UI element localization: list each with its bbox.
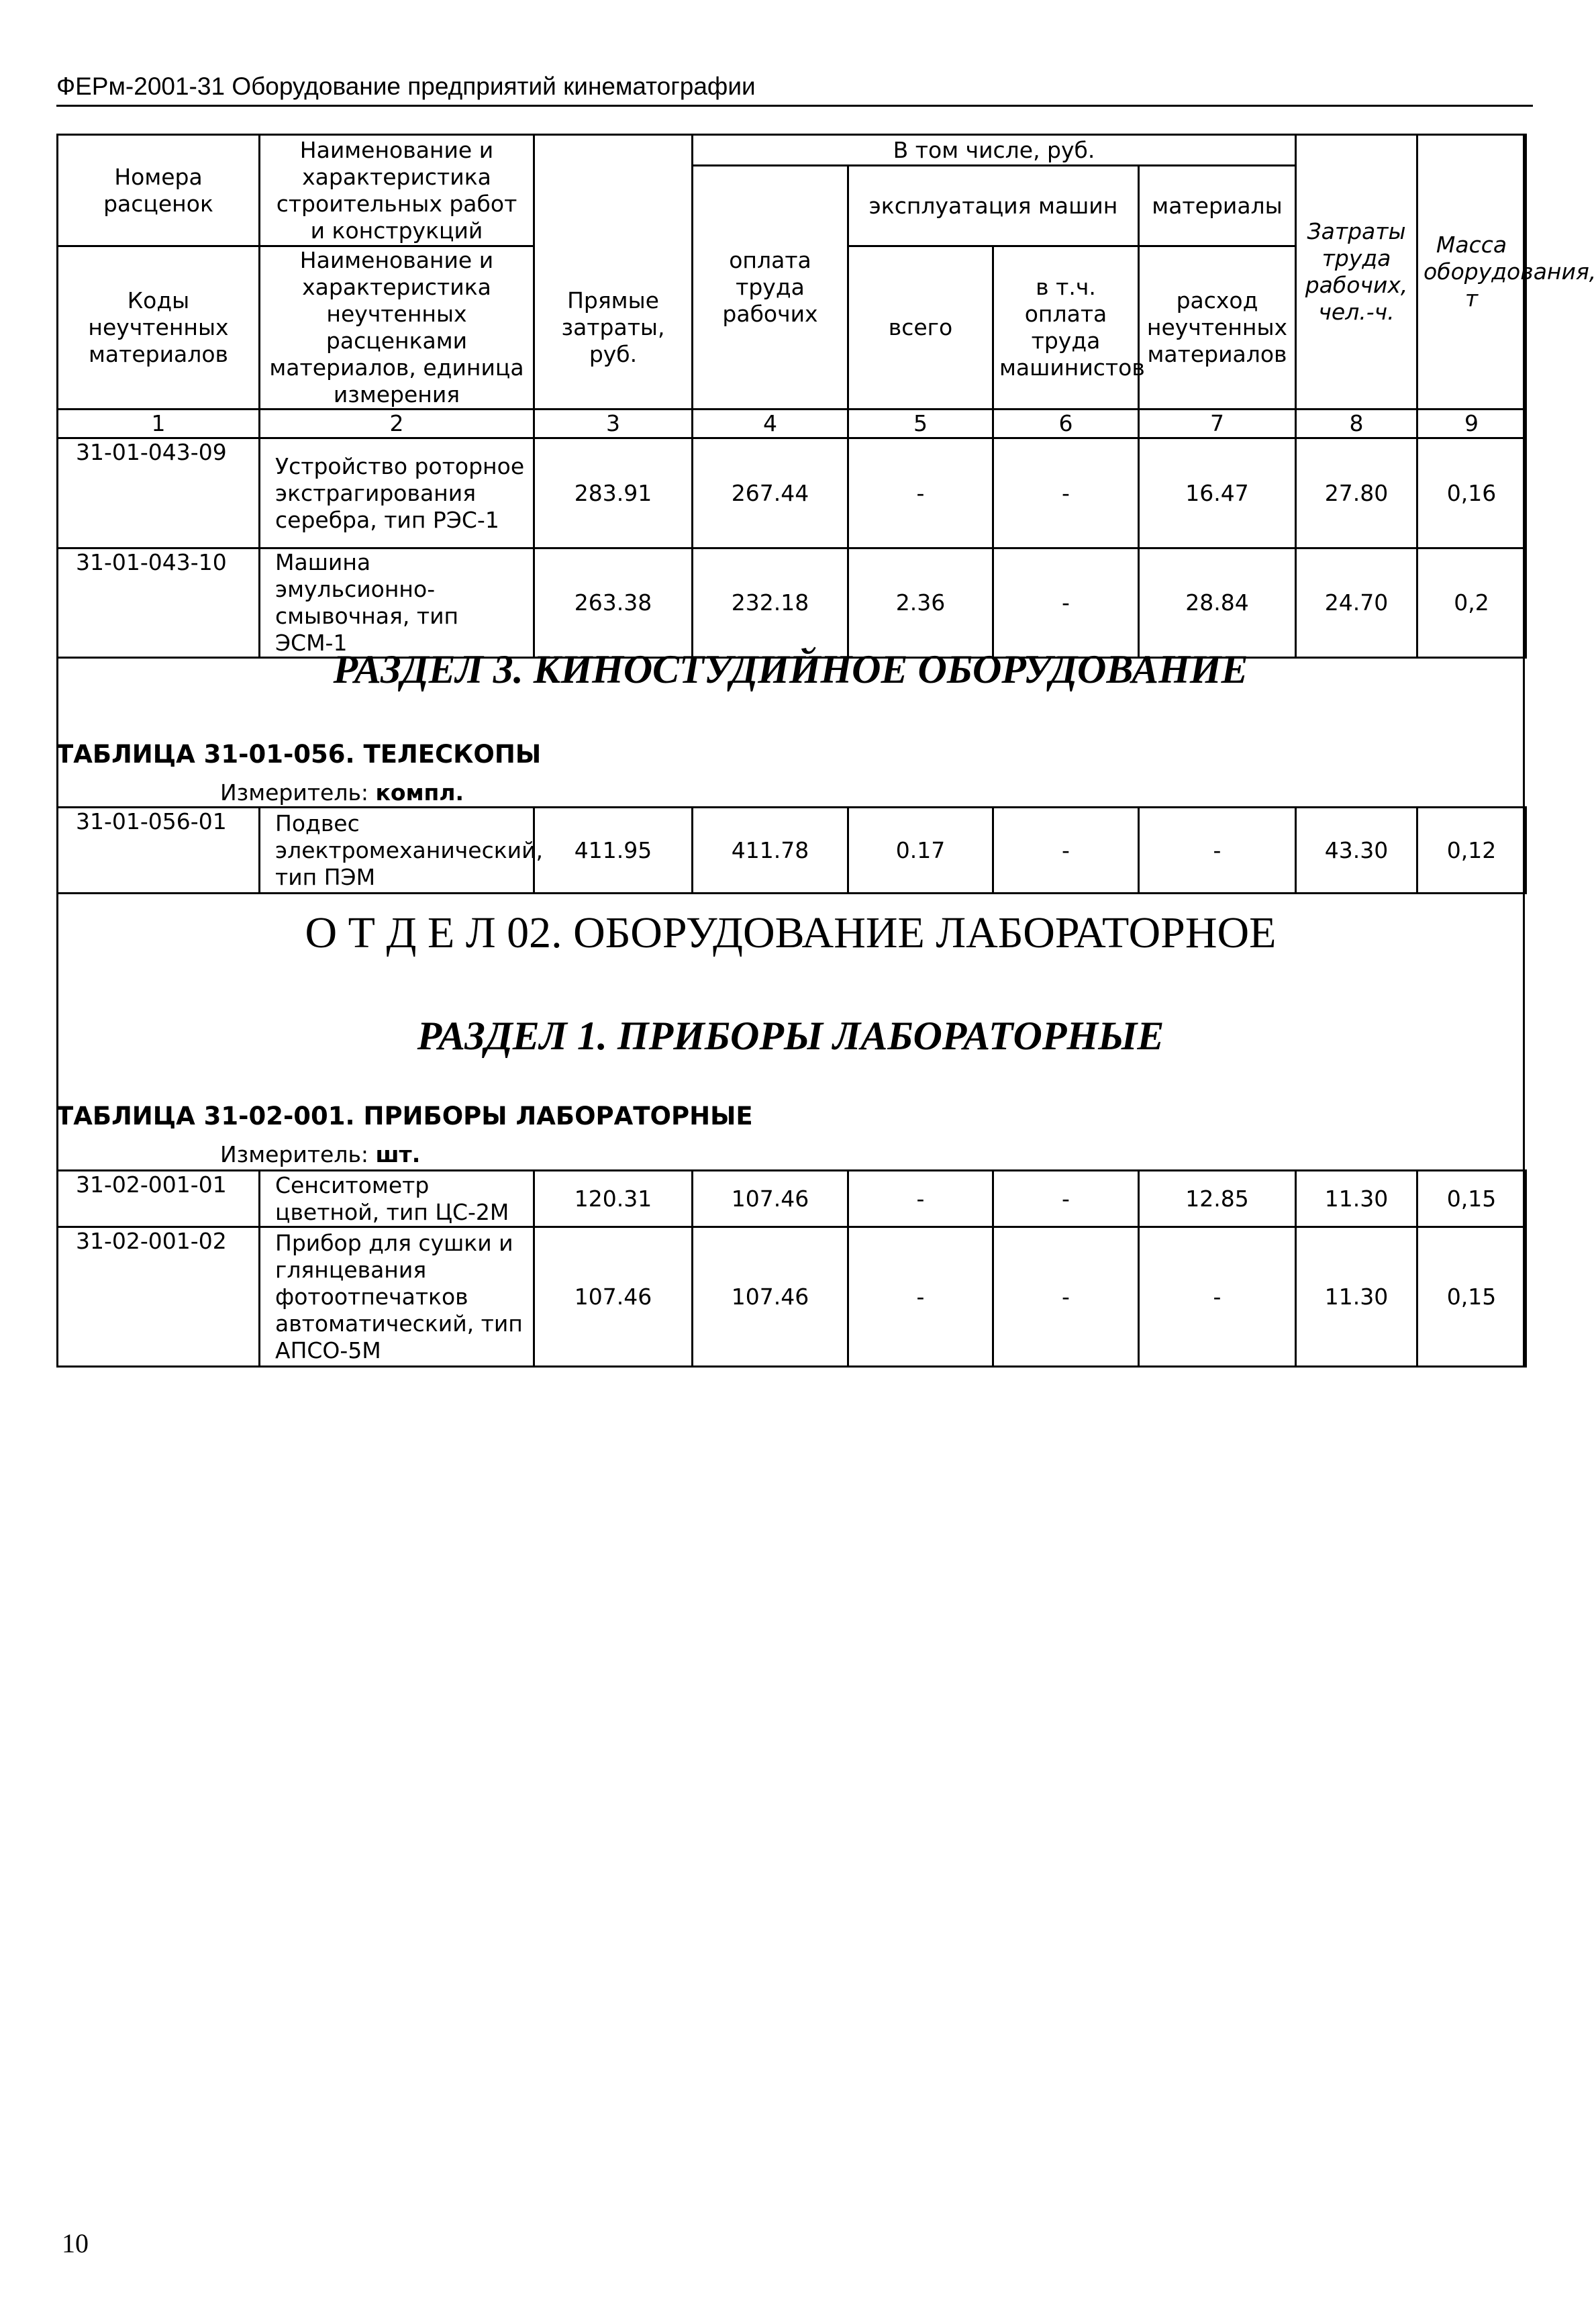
labor-hours: 27.80: [1296, 438, 1417, 548]
operator-pay: -: [993, 548, 1139, 658]
machine-total: -: [848, 438, 993, 548]
measure-label: Измеритель:: [220, 779, 369, 806]
operator-pay: -: [993, 1227, 1139, 1367]
header-material-name: Наименование и характеристика неучтенных расценками материалов, единица измерения: [260, 246, 534, 410]
department-02-title: О Т Д Е Л 02. ОБОРУДОВАНИЕ ЛАБОРАТОРНОЕ: [305, 908, 1277, 957]
materials-cost: 12.85: [1139, 1171, 1296, 1227]
header-work-name: Наименование и характеристика строительных работ и конструкций: [260, 135, 534, 246]
operator-pay: -: [993, 1171, 1139, 1227]
rate-code: 31-01-043-10: [58, 548, 260, 658]
column-number: 5: [848, 410, 993, 438]
direct-cost: 107.46: [534, 1227, 693, 1367]
table-056-measure: [220, 779, 464, 806]
document-header: ФЕРм-2001-31 Оборудование предприятий кинематографии: [56, 73, 1533, 107]
table-001: [56, 1169, 1527, 1368]
rate-name: Машина эмульсионно-смывочная, тип ЭСМ-1: [260, 548, 534, 658]
column-numbers-row: [58, 410, 1526, 438]
rate-name: Сенситометр цветной, тип ЦС-2М: [260, 1171, 534, 1227]
header-table: [56, 134, 1596, 659]
labor-hours: 43.30: [1296, 808, 1417, 894]
measure-value: компл.: [375, 779, 464, 806]
header-labor-hours: Затраты труда рабочих, чел.-ч.: [1296, 135, 1417, 410]
machine-total: 2.36: [848, 548, 993, 658]
equipment-mass: 0,15: [1417, 1171, 1526, 1227]
header-unaccounted-codes: Коды неучтенных материалов: [58, 246, 260, 410]
header-machine-operation: эксплуатация машин: [848, 166, 1139, 246]
equipment-mass: 0,15: [1417, 1227, 1526, 1367]
worker-pay: 232.18: [693, 548, 848, 658]
table-056-title: ТАБЛИЦА 31-01-056. ТЕЛЕСКОПЫ: [56, 740, 542, 769]
header-including: В том числе, руб.: [693, 135, 1296, 166]
rate-name: Устройство роторное экстрагирования серебра, тип РЭС-1: [260, 438, 534, 548]
column-number: 6: [993, 410, 1139, 438]
header-material-consumption: расход неучтенных материалов: [1139, 246, 1296, 410]
header-equipment-mass: Масса оборудования, т: [1417, 135, 1526, 410]
worker-pay: 267.44: [693, 438, 848, 548]
operator-pay: -: [993, 808, 1139, 894]
header-direct-costs: Прямые затраты, руб.: [534, 135, 693, 410]
header-rate-number: Номера расценок: [58, 135, 260, 246]
direct-cost: 120.31: [534, 1171, 693, 1227]
column-number: 8: [1296, 410, 1417, 438]
column-number: 9: [1417, 410, 1526, 438]
labor-hours: 11.30: [1296, 1171, 1417, 1227]
table-row: [58, 1171, 1526, 1227]
measure-value: шт.: [375, 1141, 421, 1167]
equipment-mass: 0,2: [1417, 548, 1526, 658]
materials-cost: -: [1139, 808, 1296, 894]
column-number: 3: [534, 410, 693, 438]
machine-total: -: [848, 1227, 993, 1367]
page-number: 10: [62, 2228, 89, 2258]
table-row: [58, 1227, 1526, 1367]
materials-cost: 16.47: [1139, 438, 1296, 548]
worker-pay: 107.46: [693, 1227, 848, 1367]
column-number: 4: [693, 410, 848, 438]
rate-code: 31-02-001-02: [58, 1227, 260, 1367]
table-001-measure: [220, 1141, 420, 1167]
direct-cost: 283.91: [534, 438, 693, 548]
equipment-mass: 0,16: [1417, 438, 1526, 548]
operator-pay: -: [993, 438, 1139, 548]
rate-name: Подвес электромеханический, тип ПЭМ: [260, 808, 534, 894]
machine-total: 0.17: [848, 808, 993, 894]
labor-hours: 24.70: [1296, 548, 1417, 658]
header-materials: материалы: [1139, 166, 1296, 246]
column-number: 1: [58, 410, 260, 438]
worker-pay: 411.78: [693, 808, 848, 894]
machine-total: -: [848, 1171, 993, 1227]
rate-name: Прибор для сушки и глянцевания фотоотпечатков автоматический, тип АПСО-5М: [260, 1227, 534, 1367]
table-row: [58, 548, 1526, 658]
column-number: 7: [1139, 410, 1296, 438]
table-056: [56, 806, 1527, 894]
direct-cost: 411.95: [534, 808, 693, 894]
materials-cost: 28.84: [1139, 548, 1296, 658]
rate-code: 31-02-001-01: [58, 1171, 260, 1227]
header-operator-pay: в т.ч. оплата труда машинистов: [993, 246, 1139, 410]
table-001-title: ТАБЛИЦА 31-02-001. ПРИБОРЫ ЛАБОРАТОРНЫЕ: [56, 1102, 753, 1131]
header-worker-pay: оплата труда рабочих: [693, 166, 848, 410]
table-row: [58, 438, 1526, 548]
materials-cost: -: [1139, 1227, 1296, 1367]
rate-code: 31-01-043-09: [58, 438, 260, 548]
worker-pay: 107.46: [693, 1171, 848, 1227]
header-machine-total: всего: [848, 246, 993, 410]
equipment-mass: 0,12: [1417, 808, 1526, 894]
labor-hours: 11.30: [1296, 1227, 1417, 1367]
column-number: 2: [260, 410, 534, 438]
direct-cost: 263.38: [534, 548, 693, 658]
measure-label: Измеритель:: [220, 1141, 369, 1167]
section-1-title: РАЗДЕЛ 1. ПРИБОРЫ ЛАБОРАТОРНЫЕ: [417, 1014, 1164, 1058]
section-3-title: РАЗДЕЛ 3. КИНОСТУДИЙНОЕ ОБОРУДОВАНИЕ: [333, 647, 1248, 691]
table-row: [58, 808, 1526, 894]
rate-code: 31-01-056-01: [58, 808, 260, 894]
